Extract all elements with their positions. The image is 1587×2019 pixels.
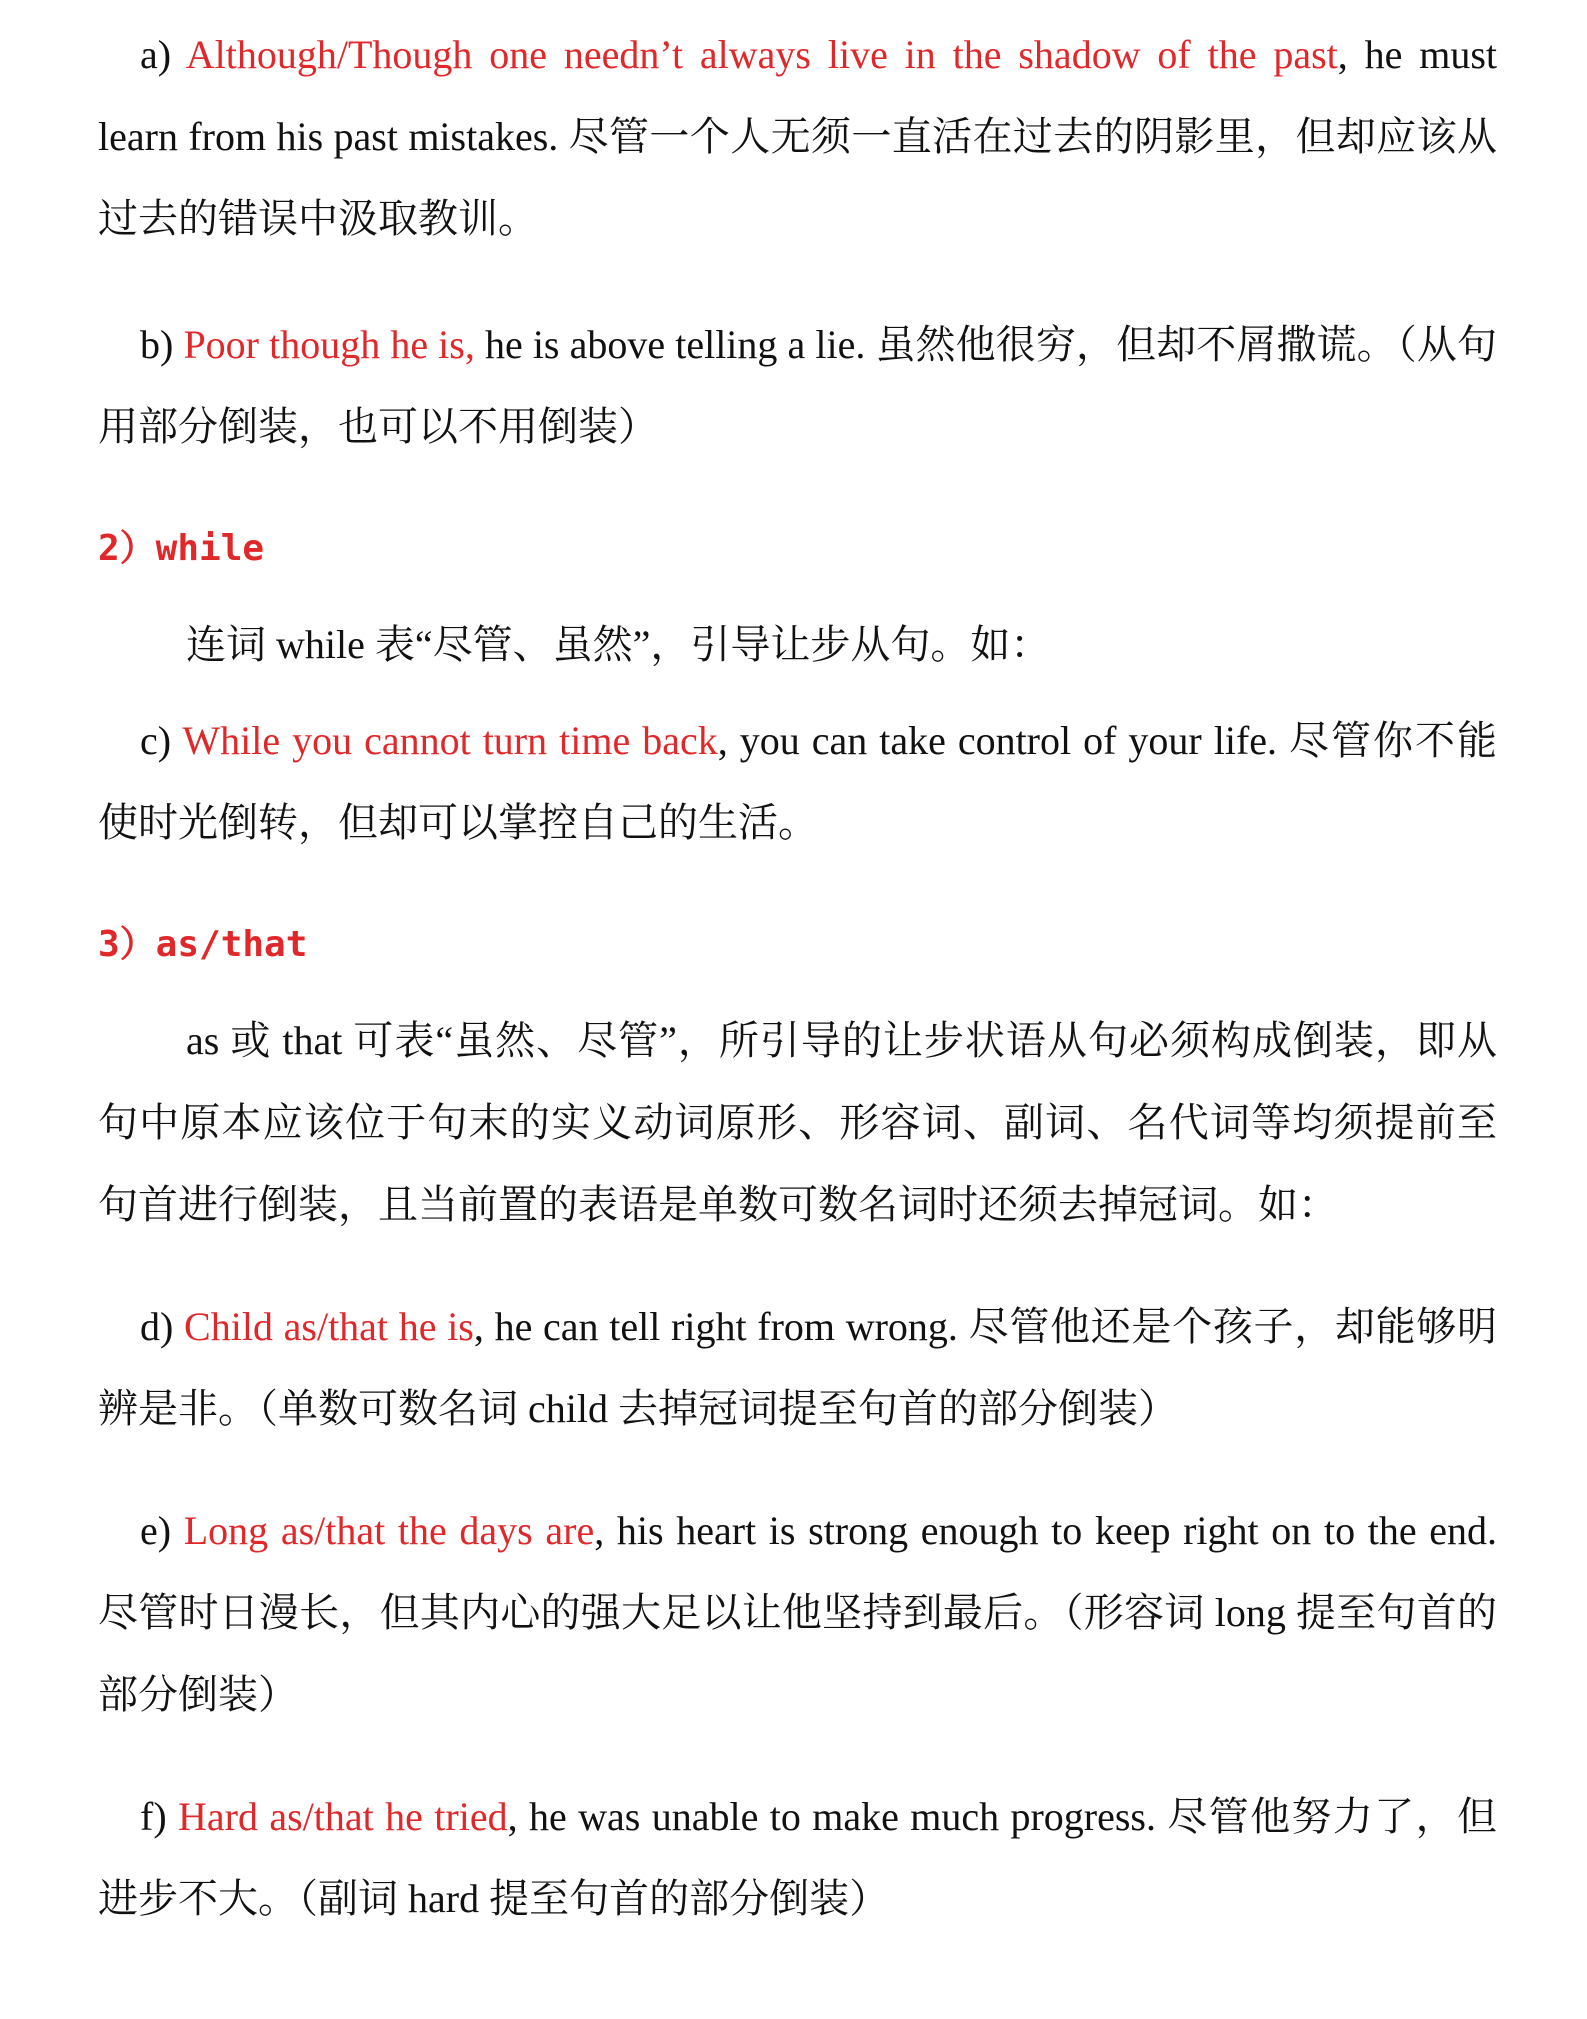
example-f-label: f) [140,1794,179,1839]
example-c-text: , you can take control of your life. 尽管你不能使时光倒转，但却可以掌控自己的生活。 [98,718,1498,845]
example-a-text: , he must learn from his past mistakes. 尽管一个人无须一直活在过去的阴影里，但却应该从过去的错误中汲取教训。 [98,32,1498,241]
example-a [98,14,1497,260]
example-b-label: b) [140,322,184,367]
example-d [98,1286,1497,1450]
example-c-label: c) [140,718,183,763]
section-intro-as-that: as 或 that 可表“虽然、尽管”，所引导的让步状语从句必须构成倒装，即从句中原本应该位于句末的实义动词原形、形容词、副词、名代词等均须提前至句首进行倒装，且当前置的表语是单数可数名词时还须去掉冠词。如： [98,1018,1497,1227]
section-intro-while: 连词 while 表“尽管、虽然”，引导让步从句。如： [186,622,1051,667]
example-c-highlight: While you cannot turn time back [182,718,718,763]
example-b [98,304,1497,468]
example-f-text: , he was unable to make much progress. 尽管他努力了，但进步不大。（副词 hard 提至句首的部分倒装） [98,1794,1498,1921]
example-a-label: a) [140,32,186,77]
example-e-text: , his heart is strong enough to keep right on to the end. 尽管时日漫长，但其内心的强大足以让他坚持到最后。（形容词 long 提至句首的部分倒装） [98,1508,1497,1717]
example-a-highlight: Although/Though one needn’t always live in the shadow of the past [185,32,1338,77]
example-b-highlight: Poor though he is, [183,322,475,367]
example-b-text: he is above telling a lie. 虽然他很穷，但却不屑撒谎。（从句用部分倒装，也可以不用倒装） [98,322,1497,449]
example-e [98,1490,1497,1736]
section-heading-while: 2）while [98,528,265,569]
example-f [98,1776,1497,1940]
section-heading-as-that: 3）as/that [98,924,308,965]
example-f-highlight: Hard as/that he tried [178,1794,508,1839]
example-c [98,700,1497,864]
example-d-highlight: Child as/that he is [184,1304,474,1349]
example-e-label: e) [140,1508,184,1553]
example-d-label: d) [140,1304,185,1349]
example-e-highlight: Long as/that the days are [183,1508,595,1553]
example-d-text: , he can tell right from wrong. 尽管他还是个孩子，却能够明辨是非。（单数可数名词 child 去掉冠词提至句首的部分倒装） [98,1304,1497,1431]
